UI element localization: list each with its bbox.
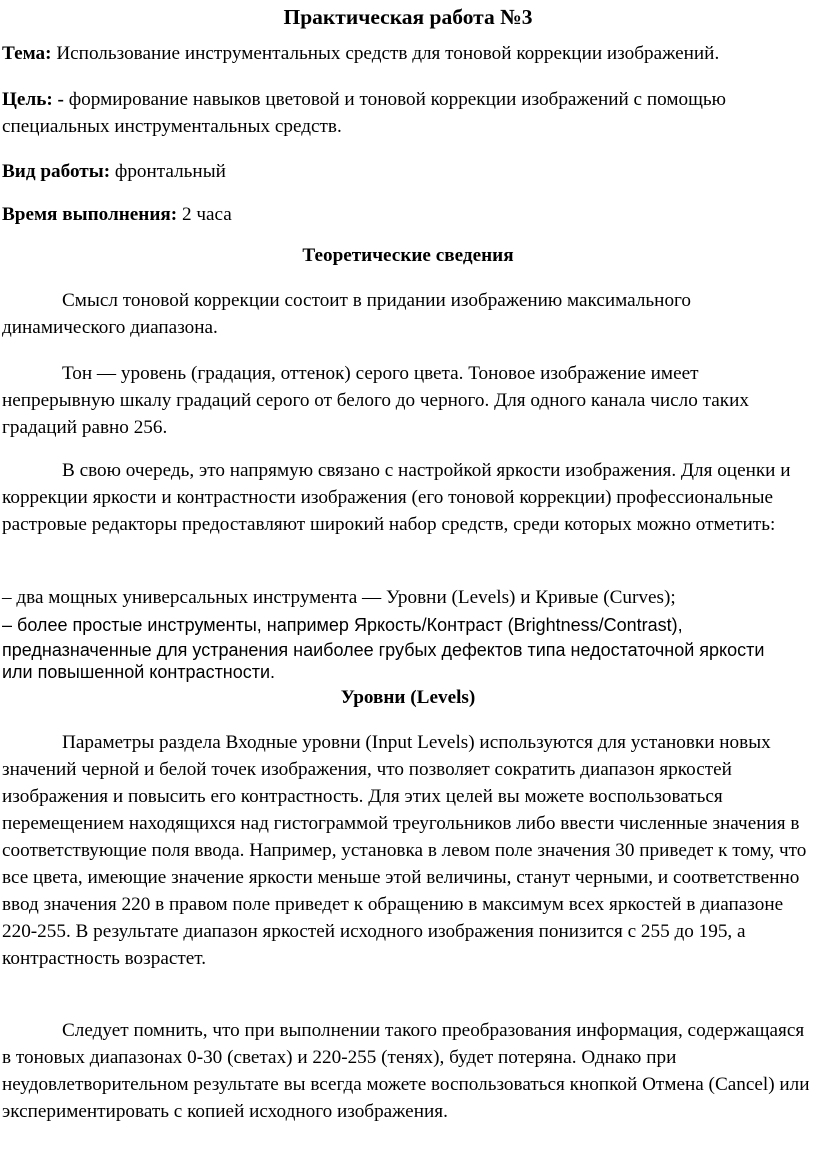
work-type-text: фронтальный	[114, 161, 226, 182]
levels-paragraph-2: Следует помнить, что при выполнении такого преобразования информация, содержащаяся в тоновых диапазонах 0-30 (светах) и 220-255 (тенях), будет потеряна. Однако при неудовлетворительном результате вы всегда можете воспользоваться кнопкой Отмена (Cancel) или экспериментировать с копией исходного изображения.	[2, 1020, 810, 1122]
goal-text-1: формирование навыков цветовой и тоновой коррекции изображений с помощью	[68, 89, 726, 110]
goal-line-1	[2, 86, 726, 113]
theory-paragraph-3: В свою очередь, это напрямую связано с настройкой яркости изображения. Для оценки и коррекции яркости и контрастности изображения (его тоновой коррекции) профессиональные растровые редакторы предоставляют широкий набор средств, среди которых можно отметить:	[2, 460, 791, 535]
duration-text: 2 часа	[182, 204, 232, 225]
list-item-2-line-2: предназначенные для устранения наиболее грубых дефектов типа недостаточной яркости	[2, 640, 765, 660]
theory-paragraph-1: Смысл тоновой коррекции состоит в придании изображению максимального динамического диапазона.	[2, 290, 692, 338]
levels-paragraph-1: Параметры раздела Входные уровни (Input Levels) используются для установки новых значений черной и белой точек изображения, что позволяет сократить диапазон яркостей изображения и повысить его контрастность. Для этих целей вы можете воспользоваться перемещением находящихся над гистограммой треугольников либо ввести численные значения в соответствующие поля ввода. Например, установка в левом поле значения 30 приведет к тому, что все цвета, имеющие значение яркости меньше этой величины, станут черными, и соответственно ввод значения 220 в правом поле приведет к обращению в максимум всех яркостей в диапазоне 220-255. В результате диапазон яркостей исходного изображения понизится с 255 до 195, а контрастность возрастет.	[2, 732, 807, 969]
work-type-line	[2, 158, 226, 185]
topic-line	[2, 40, 719, 67]
topic-text: Использование инструментальных средств для тоновой коррекции изображений.	[56, 43, 720, 64]
theory-paragraph-2: Тон — уровень (градация, оттенок) серого цвета. Тоновое изображение имеет непрерывную шкалу градаций серого от белого до черного. Для одного канала число таких градаций равно 256.	[2, 363, 749, 438]
goal-line-2: специальных инструментальных средств.	[2, 116, 342, 137]
list-item-2-line-1: – более простые инструменты, например Яркость/Контраст (Brightness/Contrast),	[2, 615, 683, 635]
duration-label: Время выполнения:	[2, 204, 178, 225]
duration-line	[2, 201, 232, 228]
list-item-1: – два мощных универсальных инструмента — Уровни (Levels) и Кривые (Curves);	[2, 587, 676, 608]
topic-label: Тема:	[2, 43, 52, 64]
theory-heading: Теоретические сведения	[302, 245, 514, 266]
goal-label: Цель: -	[2, 89, 64, 110]
list-item-2-line-3: или повышенной контрастности.	[2, 662, 276, 682]
work-type-label: Вид работы:	[2, 161, 111, 182]
document-title: Практическая работа №3	[283, 5, 533, 29]
levels-heading: Уровни (Levels)	[340, 687, 476, 708]
